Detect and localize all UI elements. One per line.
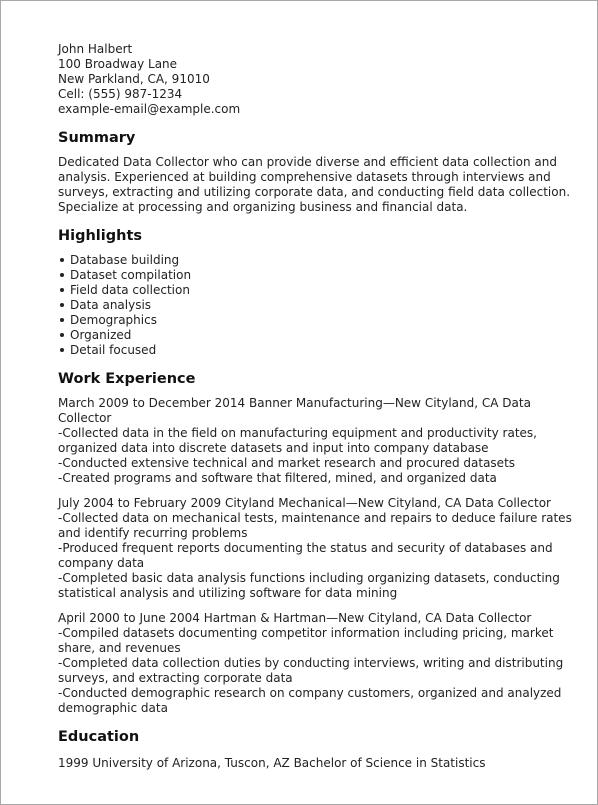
job-header: March 2009 to December 2014 Banner Manufacturing—New Cityland, CA Data Collector xyxy=(58,396,531,425)
job-duty: -Produced frequent reports documenting the status and security of databases and company data xyxy=(58,541,553,570)
job-entry xyxy=(58,396,588,486)
highlights-section xyxy=(58,227,588,358)
summary-heading: Summary xyxy=(58,130,136,146)
highlight-item: Detail focused xyxy=(70,343,588,358)
job-duty: -Created programs and software that filtered, mined, and organized data xyxy=(58,471,497,485)
job-header: July 2004 to February 2009 Cityland Mechanical—New Cityland, CA Data Collector xyxy=(58,496,551,510)
education-section xyxy=(58,728,588,771)
work-experience-heading: Work Experience xyxy=(58,371,196,387)
job-duty: -Completed data collection duties by conducting interviews, writing and distributing surveys, and extracting corporate data xyxy=(58,656,564,685)
job-duty: -Conducted demographic research on company customers, organized and analyzed demographic data xyxy=(58,686,562,715)
highlights-list xyxy=(58,253,588,358)
contact-address: 100 Broadway Lane xyxy=(58,57,178,71)
job-entry xyxy=(58,611,588,716)
education-text: 1999 University of Arizona, Tuscon, AZ Bachelor of Science in Statistics xyxy=(58,756,486,770)
job-duty: -Conducted extensive technical and market research and procured datasets xyxy=(58,456,516,470)
highlight-item: Organized xyxy=(70,328,588,343)
contact-block xyxy=(58,42,588,117)
summary-text: Dedicated Data Collector who can provide diverse and efficient data collection and analysis. Experienced at building comprehensive datasets through interviews and surveys, extracting and utilizing corporate data, and conducting field data collection. Specialize at processing and organizing business and financial data. xyxy=(58,155,571,214)
highlight-item: Database building xyxy=(70,253,588,268)
highlights-heading: Highlights xyxy=(58,228,143,244)
job-duty: -Collected data in the field on manufacturing equipment and productivity rates, organized data into discrete datasets and input into company database xyxy=(58,426,537,455)
job-duty: -Compiled datasets documenting competitor information including pricing, market share, and revenues xyxy=(58,626,554,655)
highlight-item: Dataset compilation xyxy=(70,268,588,283)
highlight-item: Demographics xyxy=(70,313,588,328)
job-header: April 2000 to June 2004 Hartman & Hartman—New Cityland, CA Data Collector xyxy=(58,611,532,625)
work-experience-section xyxy=(58,370,588,716)
contact-email: example-email@example.com xyxy=(58,102,241,116)
highlight-item: Field data collection xyxy=(70,283,588,298)
summary-section xyxy=(58,129,588,215)
resume-content xyxy=(58,42,588,771)
job-duty: -Completed basic data analysis functions including organizing datasets, conducting statistical analysis and utilizing software for data mining xyxy=(58,571,560,600)
highlight-item: Data analysis xyxy=(70,298,588,313)
job-entry xyxy=(58,496,588,601)
contact-city: New Parkland, CA, 91010 xyxy=(58,72,210,86)
education-heading: Education xyxy=(58,729,140,745)
contact-phone: Cell: (555) 987-1234 xyxy=(58,87,183,101)
contact-name: John Halbert xyxy=(58,42,133,56)
job-duty: -Collected data on mechanical tests, maintenance and repairs to deduce failure rates and identify recurring problems xyxy=(58,511,572,540)
